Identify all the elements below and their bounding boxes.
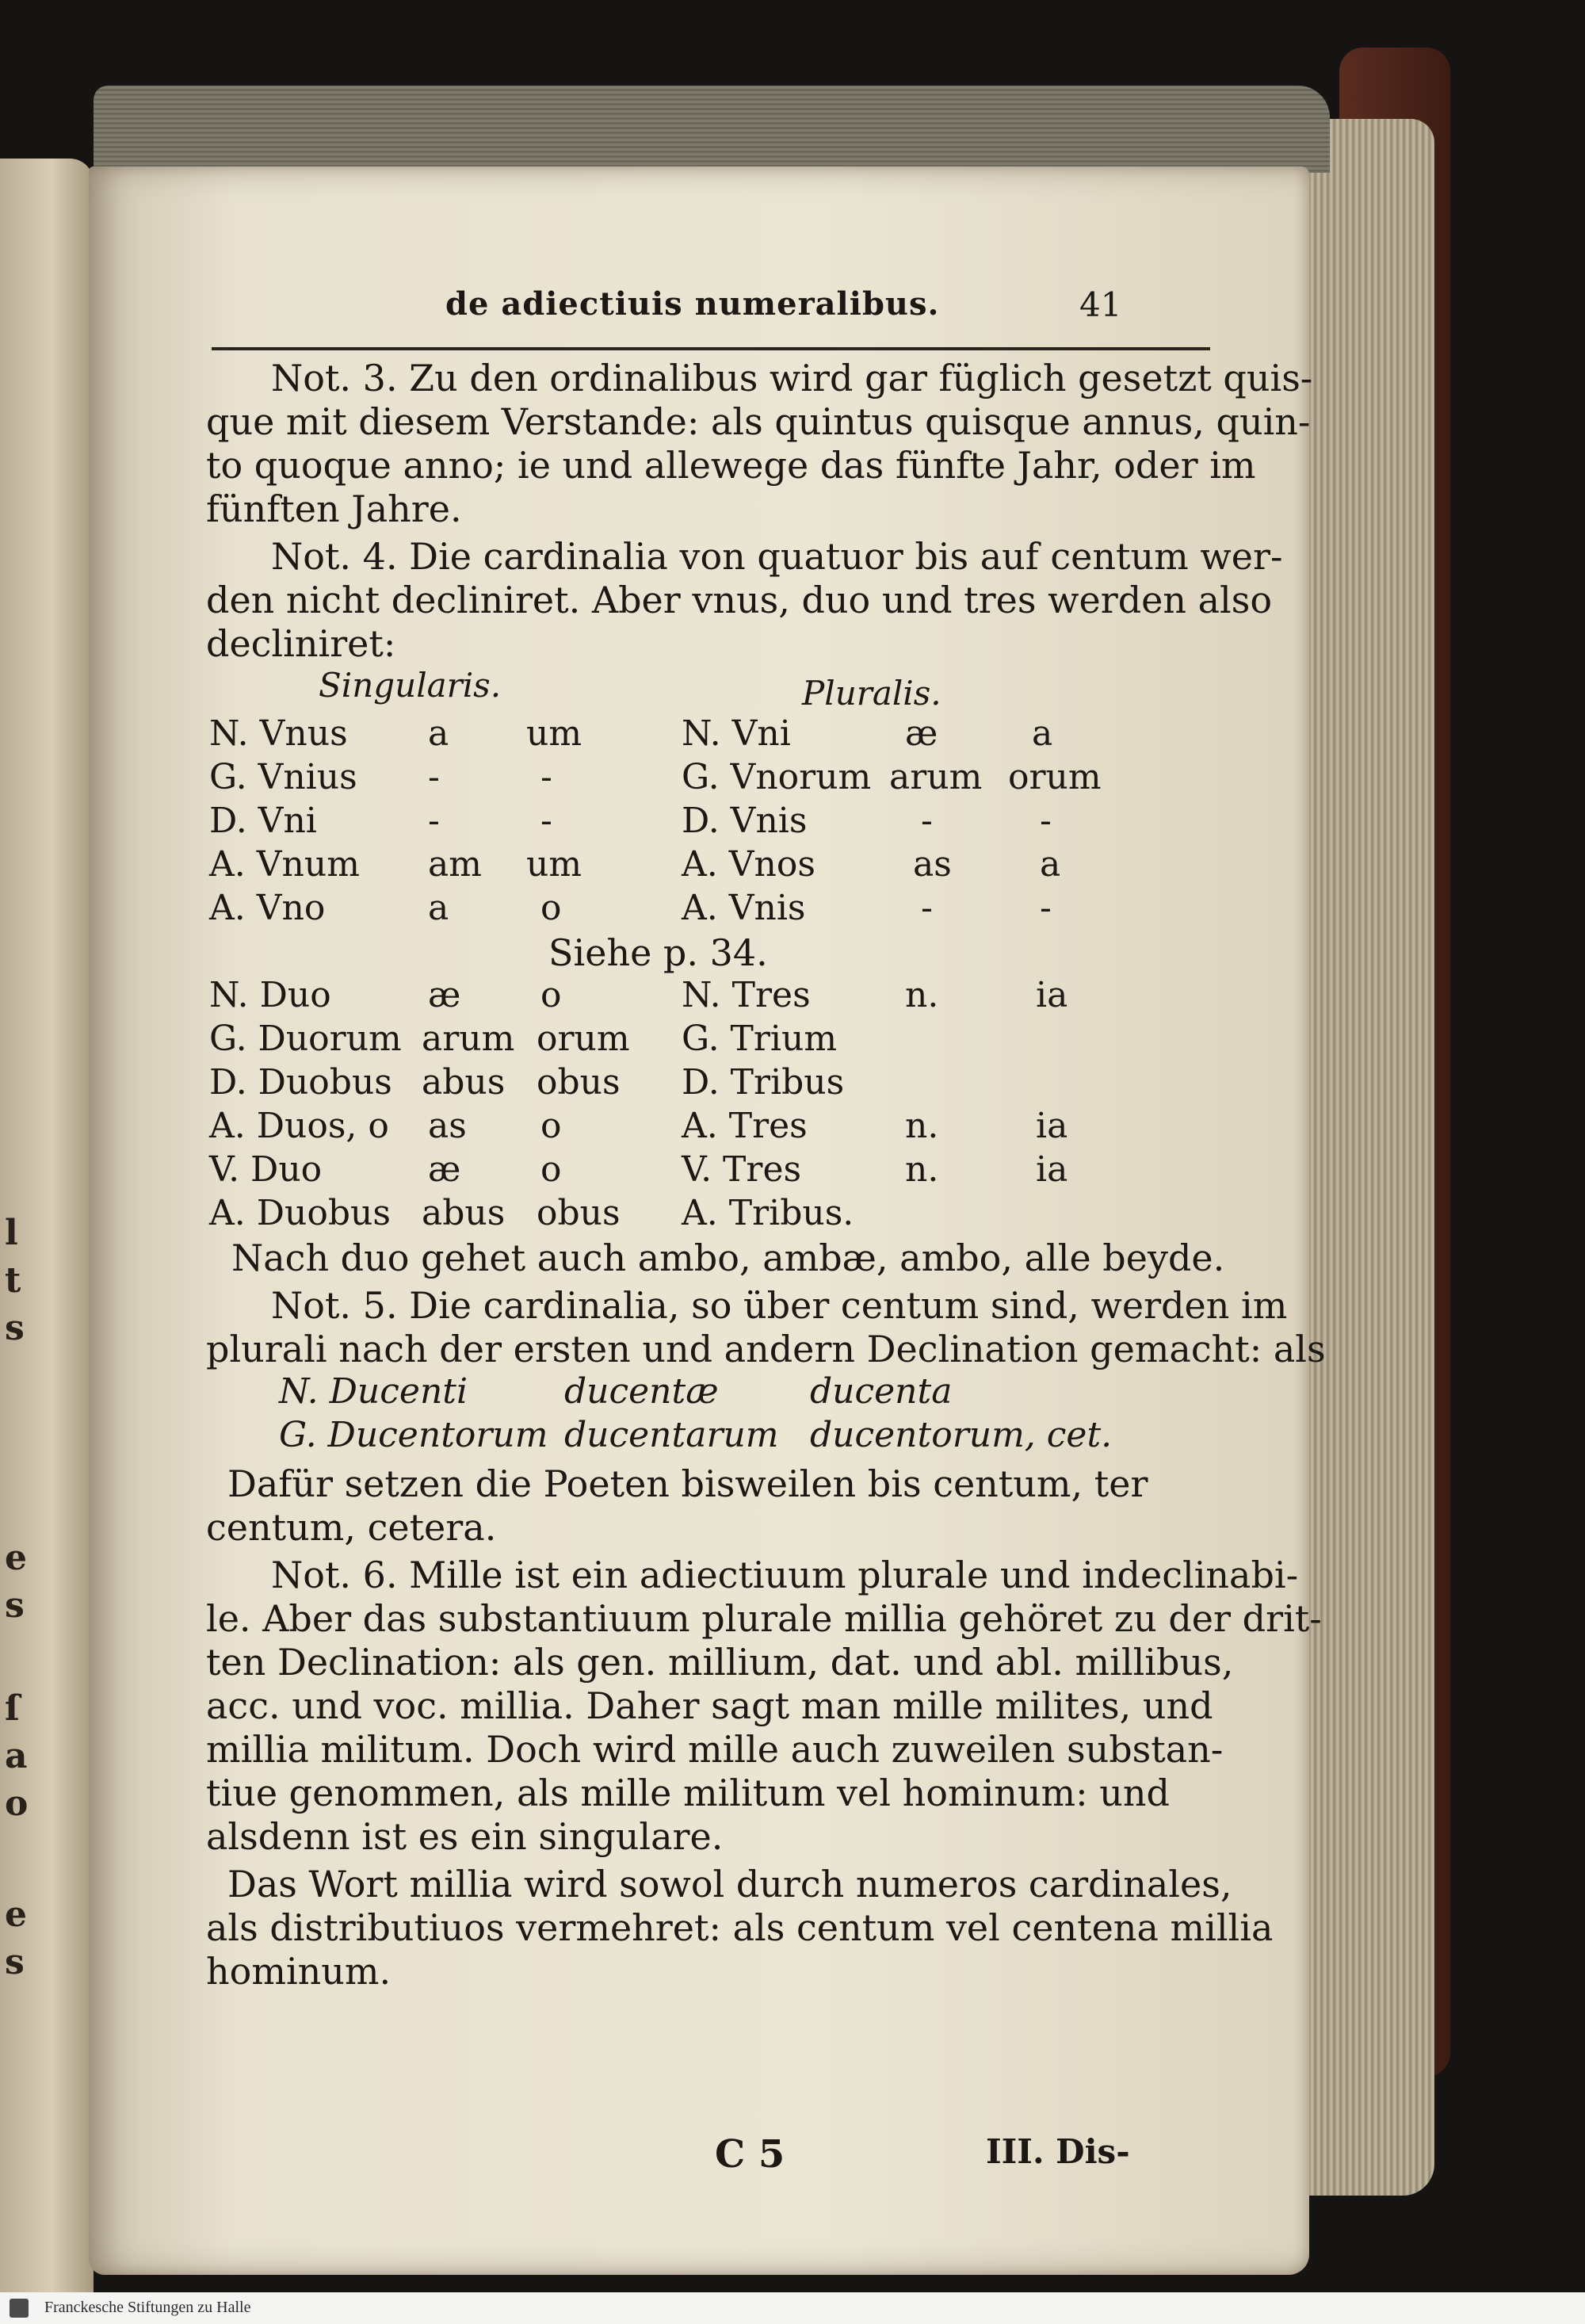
note4-line: decliniret: [206,622,396,665]
note6-line: alsdenn ist es ein singulare. [206,1815,724,1858]
decl-cell: D. Duobus [209,1062,392,1103]
decl-cell: - [540,801,552,841]
decl-cell: obus [537,1193,621,1233]
header-rule [212,347,1210,350]
millia-line: Das Wort millia wird sowol durch numeros cardinales, [227,1863,1232,1905]
decl-cell: a [1032,713,1053,754]
decl-cell: a [428,713,449,754]
running-header: de adiectiuis numeralibus. [445,285,940,323]
decl-cell: abus [422,1062,506,1103]
note3-line: Not. 3. Zu den ordinalibus wird gar füglich gesetzt quis- [271,357,1313,399]
decl-cell: - [428,801,440,841]
decl-cell: n. [905,1149,939,1190]
decl-cell: A. Duos, o [209,1106,389,1146]
left-page-fragment: t [5,1260,21,1301]
decl-cell: - [921,888,933,928]
decl-cell: A. Tribus. [682,1193,854,1233]
decl-cell: - [1040,888,1052,928]
decl-cell: - [1040,801,1052,841]
note6-line: tiue genommen, als mille militum vel hominum: und [206,1772,1170,1814]
decl-cell: æ [428,1149,461,1190]
note5-line: plurali nach der ersten und andern Declination gemacht: als [206,1328,1326,1370]
decl-cell: am [428,844,482,885]
institution-logo-icon [10,2299,29,2318]
decl-cell: V. Tres [682,1149,802,1190]
decl-cell: ia [1036,975,1068,1015]
decl-cell: æ [428,975,461,1015]
decl-cell: N. Duo [209,975,331,1015]
decl-cell: N. Vni [682,713,791,754]
decl-cell: a [428,888,449,928]
decl-cell: A. Tres [682,1106,808,1146]
decl-cell: G. Vnius [209,757,357,797]
left-page-fragment: e [5,1894,27,1935]
decl-cell: o [540,888,562,928]
left-page-fragment: a [5,1736,28,1776]
credit-bar [0,2292,1585,2324]
decl-cell: D. Vni [209,801,317,841]
left-page-fragment: s [5,1585,25,1626]
decl-cell: - [540,757,552,797]
note6-line: millia militum. Doch wird mille auch zuweilen substan- [206,1728,1224,1771]
poeten-line: Dafür setzen die Poeten bisweilen bis centum, ter [227,1462,1148,1505]
left-page-fragment: l [5,1213,18,1253]
decl-cell: um [526,844,582,885]
decl-cell: n. [905,1106,939,1146]
note6-line: le. Aber das substantiuum plurale millia gehöret zu der drit- [206,1597,1322,1640]
catchword: III. Dis- [986,2132,1130,2171]
decl-cell: o [540,1149,562,1190]
decl-cell: orum [537,1019,630,1059]
left-page-fragment: ſ [5,1688,20,1729]
decl-cell: A. Vnum [209,844,360,885]
ambo-line: Nach duo gehet auch ambo, ambæ, ambo, alle beyde. [231,1237,1225,1279]
decl-cell: G. Ducentorum [279,1415,548,1455]
left-page-fragment: s [5,1942,25,1982]
decl-cell: - [428,757,440,797]
decl-cell: a [1040,844,1061,885]
decl-cell: as [428,1106,467,1146]
decl-cell: as [913,844,952,885]
millia-line: als distributiuos vermehret: als centum vel centena millia [206,1906,1274,1949]
decl-cell: G. Duorum [209,1019,402,1059]
decl-cell: n. [905,975,939,1015]
decl-cell: ducentorum, cet. [810,1415,1113,1455]
decl-cell: ducenta [810,1371,953,1412]
plural-heading: Pluralis. [802,674,941,713]
note3-line: to quoque anno; ie und allewege das fünfte Jahr, oder im [206,444,1256,487]
book-page [89,166,1326,2275]
page-number: 41 [1079,285,1122,324]
note6-line: ten Declination: als gen. millium, dat. und abl. millibus, [206,1641,1234,1684]
decl-cell: V. Duo [209,1149,323,1190]
decl-cell: A. Vno [209,888,326,928]
note4-line: Not. 4. Die cardinalia von quatuor bis auf centum wer- [271,535,1283,578]
decl-cell: G. Vnorum [682,757,872,797]
decl-cell: A. Vnos [682,844,815,885]
see-reference: Siehe p. 34. [548,931,768,974]
singular-heading: Singularis. [319,666,502,705]
note3-line: que mit diesem Verstande: als quintus quisque annus, quin- [206,400,1311,443]
decl-cell: N. Vnus [209,713,348,754]
note6-line: Not. 6. Mille ist ein adiectiuum plurale und indeclinabi- [271,1554,1299,1596]
decl-cell: - [921,801,933,841]
note6-line: acc. und voc. millia. Daher sagt man mille milites, und [206,1684,1213,1727]
decl-cell: D. Vnis [682,801,808,841]
decl-cell: N. Ducenti [279,1371,468,1412]
credit-text: Franckesche Stiftungen zu Halle [44,2299,251,2316]
decl-cell: ia [1036,1149,1068,1190]
decl-cell: arum [422,1019,515,1059]
decl-cell: obus [537,1062,621,1103]
note3-line: fünften Jahre. [206,487,462,530]
left-page-fragment: s [5,1308,25,1348]
note5-line: Not. 5. Die cardinalia, so über centum sind, werden im [271,1284,1288,1327]
decl-cell: ia [1036,1106,1068,1146]
signature-mark: C 5 [715,2132,785,2177]
decl-cell: N. Tres [682,975,811,1015]
left-page-margin [0,159,94,2299]
decl-cell: orum [1008,757,1102,797]
left-page-fragment: o [5,1783,29,1824]
decl-cell: arum [889,757,983,797]
decl-cell: D. Tribus [682,1062,845,1103]
decl-cell: æ [905,713,938,754]
decl-cell: A. Vnis [682,888,806,928]
decl-cell: ducentæ [564,1371,719,1412]
decl-cell: abus [422,1193,506,1233]
left-page-fragment: e [5,1538,27,1578]
note4-line: den nicht decliniret. Aber vnus, duo und tres werden also [206,579,1273,621]
millia-line: hominum. [206,1950,391,1993]
decl-cell: o [540,1106,562,1146]
page-block-top [94,86,1330,173]
decl-cell: G. Trium [682,1019,838,1059]
decl-cell: A. Duobus [209,1193,391,1233]
decl-cell: o [540,975,562,1015]
decl-cell: ducentarum [564,1415,779,1455]
decl-cell: um [526,713,582,754]
poeten-line: centum, cetera. [206,1506,497,1549]
